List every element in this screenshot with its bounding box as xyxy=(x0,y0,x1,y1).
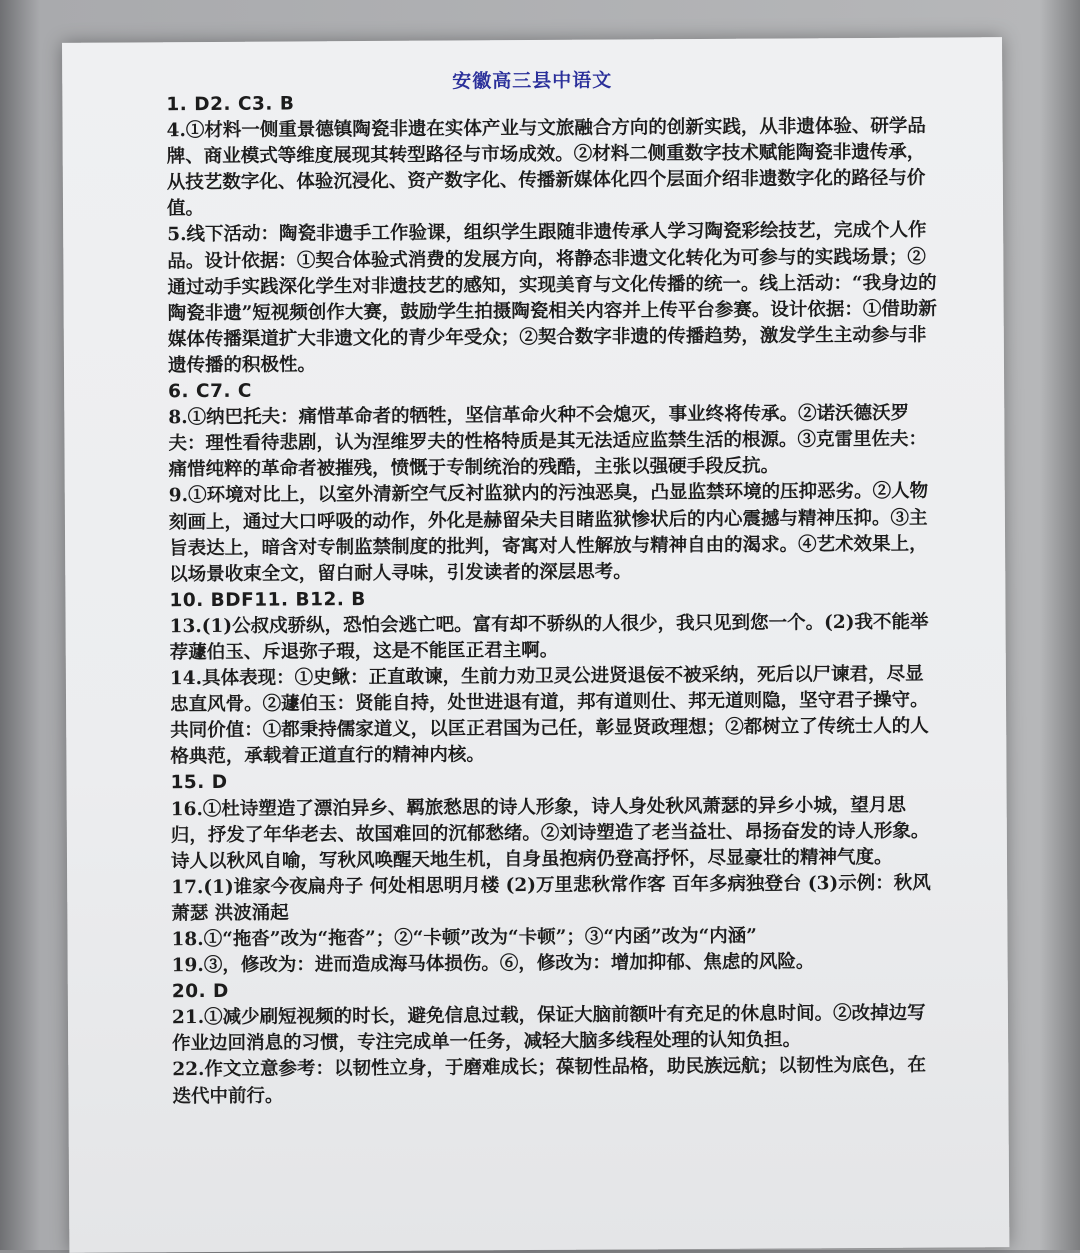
answer-item: 14.具体表现：①史鳅：正直敢谏，生前力劝卫灵公进贤退佞不被采纳，死后以尸谏君，尽显忠直风骨。②蘧伯玉：贤能自持，处世进退有道，邦有道则仕、邦无道则隐，坚守君子操守。共同价值：①都秉持儒家道义，以匡正君国为己任，彰显贤政理想；②都树立了传统士人的人格典范，承载着正道直行的精神内核。 xyxy=(169,663,929,768)
answer-item: 16.①杜诗塑造了漂泊异乡、羁旅愁思的诗人形象，诗人身处秋风萧瑟的异乡小城，望月思归，抒发了年华老去、故国难回的沉郁愁绪。②刘诗塑造了老当益壮、昂扬奋发的诗人形象。诗人以秋风自喻，写秋风唤醒天地生机，自身虽抱病仍登高抒怀，尽显豪壮的精神气度。 xyxy=(170,794,930,872)
answer-item: 15. D xyxy=(170,772,228,794)
answer-item: 13.(1)公叔戍骄纵，恐怕会逃亡吧。富有却不骄纵的人很少，我只见到您一个。(2)我不能举荐蘧伯玉、斥退弥子瑕，这是不能匡正君主啊。 xyxy=(169,611,929,664)
answer-item: 17.(1)谁家今夜扁舟子 何处相思明月楼 (2)万里悲秋常作客 百年多病独登台 (3)示例：秋风萧瑟 洪波涌起 xyxy=(171,872,931,925)
answer-item: 21.①减少刷短视频的时长，避免信息过载，保证大脑前额叶有充足的休息时间。②改掉边写作业边回消息的习惯，专注完成单一任务，减轻大脑多线程处理的认知负担。 xyxy=(171,1002,926,1055)
answer-item: 8.①纳巴托夫：痛惜革命者的牺牲，坚信革命火种不会熄灭，事业终将传承。②诺沃德沃罗夫：理性看待悲剧，认为涅维罗夫的性格特质是其无法适应监禁生活的根源。③克雷里佐夫：痛惜纯粹的革命者被摧残，愤慨于专制统治的残酷，主张以强硬手段反抗。 xyxy=(168,402,928,481)
answer-item: 1. D2. C3. B xyxy=(166,93,295,116)
answer-item: 20. D xyxy=(171,981,229,1003)
answer-item: 18.①“拖沓”改为“拖沓”；②“卡顿”改为“卡顿”；③“内函”改为“内涵” xyxy=(171,925,757,951)
answer-item: 9.①环境对比上，以室外清新空气反衬监狱内的污浊恶臭，凸显监禁环境的压抑恶劣。②人物刻画上，通过大口呼吸的动作，外化是赫留朵夫目睹监狱惨状后的内心震撼与精神压抑。③主旨表达上，暗含对专制监禁制度的批判，寄寓对人性解放与精神自由的渴求。④艺术效果上，以场景收束全文，留白耐人寻味，引发读者的深层思考。 xyxy=(168,480,929,585)
answer-item: 6. C7. C xyxy=(168,380,253,403)
answer-item: 22.作文立意参考：以韧性立身，于磨难成长；葆韧性品格，助民族远航；以韧性为底色，在迭代中前行。 xyxy=(172,1055,927,1107)
answer-item: 19.③，修改为：进而造成海马体损伤。⑥，修改为：增加抑郁、焦虑的风险。 xyxy=(171,951,815,977)
answer-item: 5.线下活动：陶瓷非遗手工作验课，组织学生跟随非遗传承人学习陶瓷彩绘技艺，完成个人作品。设计依据：①契合体验式消费的发展方向，将静态非遗文化转化为可参与的实践场景；②通过动手实践深化学生对非遗技艺的感知，实现美育与文化传播的统一。线上活动：“我身边的陶瓷非遗”短视频创作大赛，鼓励学生拍摄陶瓷相关内容并上传平台参赛。设计依据：①借助新媒体传播渠道扩大非遗文化的青少年受众；②契合数字非遗的传播趋势，激发学生主动参与非遗传播的积极性。 xyxy=(167,220,937,377)
answer-list xyxy=(166,88,942,1110)
answer-sheet xyxy=(62,37,1009,1253)
answer-item: 4.①材料一侧重景德镇陶瓷非遗在实体产业与文旅融合方向的创新实践，从非遗体验、研学品牌、商业模式等维度展现其转型路径与市场成效。②材料二侧重数字技术赋能陶瓷非遗传承，从技艺数字化、体验沉浸化、资产数字化、传播新媒体化四个层面介绍非遗数字化的路径与价值。 xyxy=(166,115,926,220)
page-title: 安徽高三县中语文 xyxy=(452,69,613,93)
answer-item: 10. BDF11. B12. B xyxy=(169,588,366,612)
